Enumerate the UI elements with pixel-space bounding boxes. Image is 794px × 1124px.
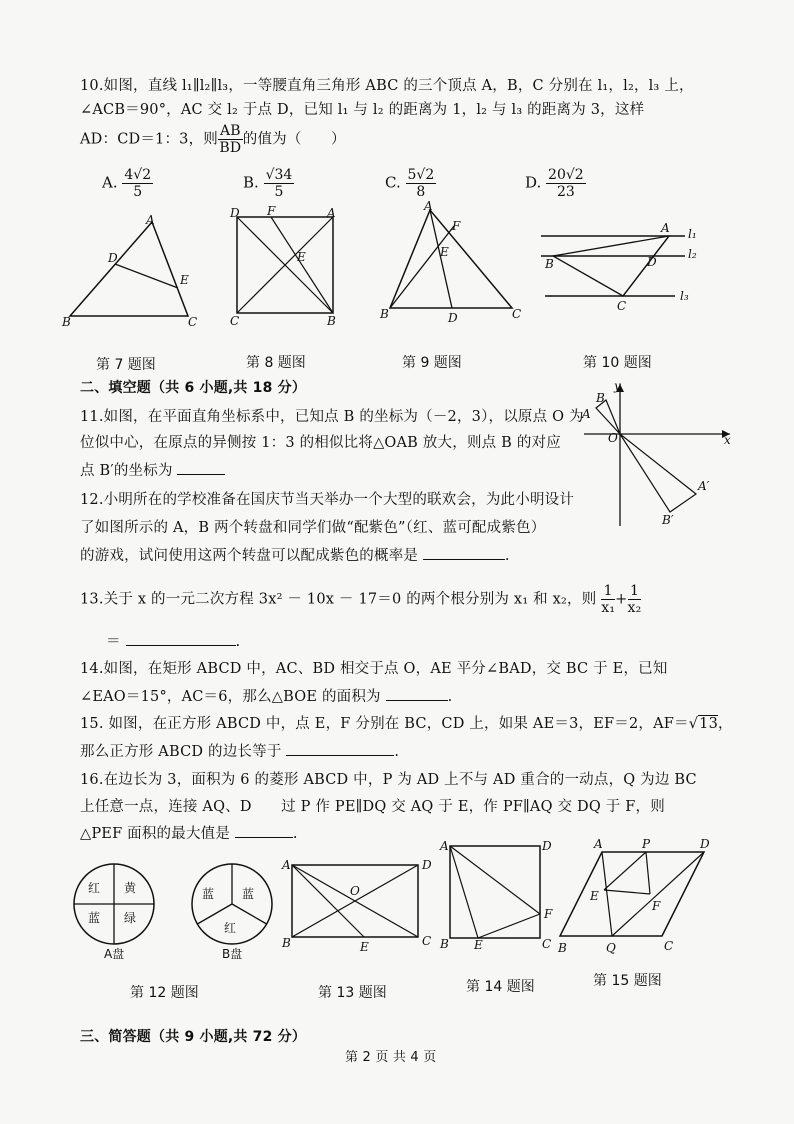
svg-text:C: C (188, 315, 198, 329)
q15-answer-blank[interactable] (286, 743, 394, 756)
svg-text:l₂: l₂ (688, 247, 697, 261)
svg-text:E: E (297, 250, 306, 264)
svg-text:B: B (380, 307, 389, 321)
svg-text:D: D (422, 858, 432, 872)
option-c-den: 8 (416, 184, 426, 200)
q16-line1: 16.在边长为 3，面积为 6 的菱形 ABCD 中，P 为 AD 上不与 AD 重合的一动点，Q 为边 BC (80, 772, 697, 788)
svg-text:D: D (448, 311, 458, 325)
page-footer: 第 2 页 共 4 页 (345, 1050, 437, 1065)
option-c-num: 5√2 (407, 167, 435, 183)
q15-line1 (80, 712, 733, 733)
q13-frac2 (628, 584, 642, 615)
q13-line2: ＝ . (106, 634, 241, 650)
q16-line2: 上任意一点，连接 AQ、D 过 P 作 PE∥DQ 交 AQ 于 E，作 PF∥AQ 交 DQ 于 F，则 (80, 799, 665, 815)
svg-text:B: B (558, 941, 567, 955)
svg-text:E: E (440, 245, 449, 259)
svg-text:F: F (652, 899, 661, 913)
q14-line1: 14.如图，在矩形 ABCD 中，AC、BD 相交于点 O，AE 平分∠BAD，交 BC 于 E，已知 (80, 661, 668, 677)
spinner-a-sector-2: 黄 (124, 881, 137, 895)
svg-text:B: B (282, 936, 291, 950)
q15-line1-text: 15. 如图，在正方形 ABCD 中，点 E，F 分别在 BC，CD 上，如果 AE＝3，EF＝2，AF＝√ (80, 716, 699, 732)
svg-text:P: P (642, 837, 651, 851)
q10-frac-den: BD (219, 140, 242, 156)
svg-text:A: A (661, 221, 670, 235)
svg-text:C: C (512, 307, 522, 321)
svg-text:C: C (664, 939, 674, 953)
q11-line3 (80, 459, 225, 480)
option-b-num: √34 (265, 167, 293, 183)
svg-text:Q: Q (606, 941, 616, 955)
option-d-label: D. (525, 173, 542, 192)
spinner-a-sector-4: 绿 (124, 911, 137, 925)
option-b-label: B. (243, 173, 259, 192)
svg-text:E: E (590, 889, 599, 903)
figure-9 (376, 200, 526, 325)
svg-text:A: A (146, 213, 155, 227)
option-a-label: A. (102, 173, 118, 192)
q13-line1-text: 13.关于 x 的一元二次方程 3x² － 10x － 17＝0 的两个根分别为 x₁ 和 x₂，则 (80, 591, 597, 608)
q11-line1: 11.如图，在平面直角坐标系中，已知点 B 的坐标为（－2，3），以原点 O 为 (80, 409, 584, 425)
q10-line3-pre: AD：CD＝1：3，则 (80, 131, 218, 148)
svg-text:F: F (544, 907, 553, 921)
q11-line2: 位似中心，在原点的异侧按 1：3 的相似比将△OAB 放大，则点 B 的对应 (80, 435, 561, 451)
figure-10 (535, 218, 715, 318)
svg-text:O: O (350, 884, 360, 898)
svg-text:C: C (422, 934, 432, 948)
q10-option-c[interactable] (385, 168, 436, 199)
svg-text:D: D (230, 206, 240, 220)
spinner-b-caption: B盘 (222, 947, 243, 961)
option-a-num: 4√2 (124, 167, 152, 183)
caption-fig9: 第 9 题图 (402, 355, 462, 371)
q13-frac1 (601, 584, 615, 615)
q16-line3: △PEF 面积的最大值是 . (80, 826, 298, 842)
caption-fig13: 第 13 题图 (318, 985, 387, 1001)
svg-text:C: C (230, 314, 240, 328)
svg-text:E: E (474, 938, 483, 952)
svg-text:F: F (452, 219, 461, 233)
svg-text:F: F (267, 204, 276, 218)
q10-option-b[interactable] (243, 168, 294, 199)
q10-line1: 10.如图，直线 l₁∥l₂∥l₃，一等腰直角三角形 ABC 的三个顶点 A，B，C 分别在 l₁，l₂，l₃ 上， (80, 78, 694, 94)
q10-option-d[interactable] (525, 168, 586, 199)
svg-text:A: A (282, 858, 291, 872)
spinner-a (68, 860, 164, 960)
spinner-a-sector-3: 蓝 (88, 911, 101, 925)
svg-text:l₃: l₃ (680, 289, 689, 303)
spinner-b-sector-3: 红 (224, 921, 237, 935)
q10-line3-post: 的值为（ ） (242, 131, 346, 148)
figure-8 (225, 205, 345, 330)
svg-text:x: x (724, 433, 731, 447)
figure-15 (558, 836, 718, 956)
svg-text:A: A (440, 839, 449, 853)
spinner-b-sector-1: 蓝 (202, 887, 215, 901)
option-d-den: 23 (556, 184, 575, 200)
q13-frac1-num: 1 (601, 584, 615, 600)
svg-text:D: D (108, 251, 118, 265)
svg-text:B: B (596, 391, 605, 405)
q12-line1: 12.小明所在的学校准备在国庆节当天举办一个大型的联欢会，为此小明设计 (80, 492, 575, 508)
option-d-num: 20√2 (548, 167, 584, 183)
option-a-den: 5 (133, 184, 143, 200)
q14-answer-blank[interactable] (386, 688, 448, 701)
svg-text:B: B (62, 315, 71, 329)
q16-line3-text: △PEF 面积的最大值是 (80, 826, 231, 842)
svg-text:C: C (542, 937, 552, 951)
svg-text:E: E (180, 273, 189, 287)
q12-line2: 了如图所示的 A，B 两个转盘和同学们做“配紫色”（红、蓝可配成紫色） (80, 520, 546, 536)
svg-text:A: A (327, 206, 336, 220)
option-c-label: C. (385, 173, 401, 192)
q12-answer-blank[interactable] (423, 547, 505, 560)
svg-text:l₁: l₁ (688, 227, 697, 241)
figure-14 (436, 838, 556, 950)
q10-fraction (218, 124, 243, 155)
caption-fig14: 第 14 题图 (466, 979, 535, 995)
spinner-b-sector-2: 蓝 (242, 887, 255, 901)
caption-fig8: 第 8 题图 (246, 355, 306, 371)
q14-line2-text: ∠EAO＝15°，AC＝6，那么△BOE 的面积为 (80, 689, 381, 705)
spinner-a-sector-1: 红 (88, 881, 101, 895)
q12-line3: 的游戏，试问使用这两个转盘可以配成紫色的概率是 . (80, 548, 510, 564)
q11-line3-text: 点 B′的坐标为 (80, 463, 173, 479)
q10-option-a[interactable] (102, 168, 153, 199)
svg-text:B: B (545, 257, 554, 271)
q14-line2: ∠EAO＝15°，AC＝6，那么△BOE 的面积为 . (80, 689, 453, 705)
figure-7 (60, 212, 210, 332)
q10-frac-num: AB (219, 123, 241, 139)
q15-line2: 那么正方形 ABCD 的边长等于 . (80, 744, 400, 760)
svg-text:B: B (440, 937, 449, 951)
q12-line3-text: 的游戏，试问使用这两个转盘可以配成紫色的概率是 (80, 548, 419, 564)
svg-text:A′: A′ (698, 479, 710, 493)
svg-text:A: A (594, 837, 603, 851)
svg-text:B: B (327, 314, 336, 328)
svg-text:O: O (608, 431, 618, 445)
svg-text:D: D (700, 837, 710, 851)
caption-fig12: 第 12 题图 (130, 985, 199, 1001)
q13-line1 (80, 584, 641, 615)
svg-text:D: D (542, 839, 552, 853)
svg-text:E: E (360, 940, 369, 954)
q13-frac1-den: x₁ (601, 600, 616, 616)
q13-frac2-num: 1 (628, 584, 642, 600)
section3-title: 三、简答题（共 9 小题,共 72 分） (80, 1029, 307, 1045)
q13-frac2-den: x₂ (627, 600, 642, 616)
q13-equals: ＝ (106, 634, 121, 650)
q10-line2: ∠ACB＝90°，AC 交 l₂ 于点 D，已知 l₁ 与 l₂ 的距离为 1，l₂ 与 l₃ 的距离为 3，这样 (80, 102, 645, 118)
spinner-b (186, 860, 282, 960)
q15-line2-text: 那么正方形 ABCD 的边长等于 (80, 744, 282, 760)
svg-text:A: A (582, 407, 591, 421)
caption-fig10: 第 10 题图 (583, 355, 652, 371)
q13-plus: + (615, 591, 628, 608)
svg-text:C: C (617, 299, 627, 313)
q15-root: 13 (699, 716, 719, 732)
section2-title: 二、填空题（共 6 小题,共 18 分） (80, 380, 307, 396)
q16-answer-blank[interactable] (235, 825, 293, 838)
caption-fig7: 第 7 题图 (96, 357, 156, 373)
q11-answer-blank[interactable] (177, 462, 225, 475)
q15-line1-post: ， (718, 716, 733, 732)
spinner-a-caption: A盘 (104, 947, 125, 961)
svg-text:B′: B′ (662, 513, 674, 527)
svg-text:D: D (647, 255, 657, 269)
option-b-den: 5 (274, 184, 284, 200)
svg-text:y: y (614, 379, 621, 393)
q10-line3 (80, 124, 346, 155)
svg-text:A: A (424, 199, 433, 213)
caption-fig15: 第 15 题图 (593, 973, 662, 989)
figure-11 (578, 378, 738, 528)
q13-answer-blank[interactable] (126, 633, 236, 646)
figure-13 (280, 855, 430, 955)
